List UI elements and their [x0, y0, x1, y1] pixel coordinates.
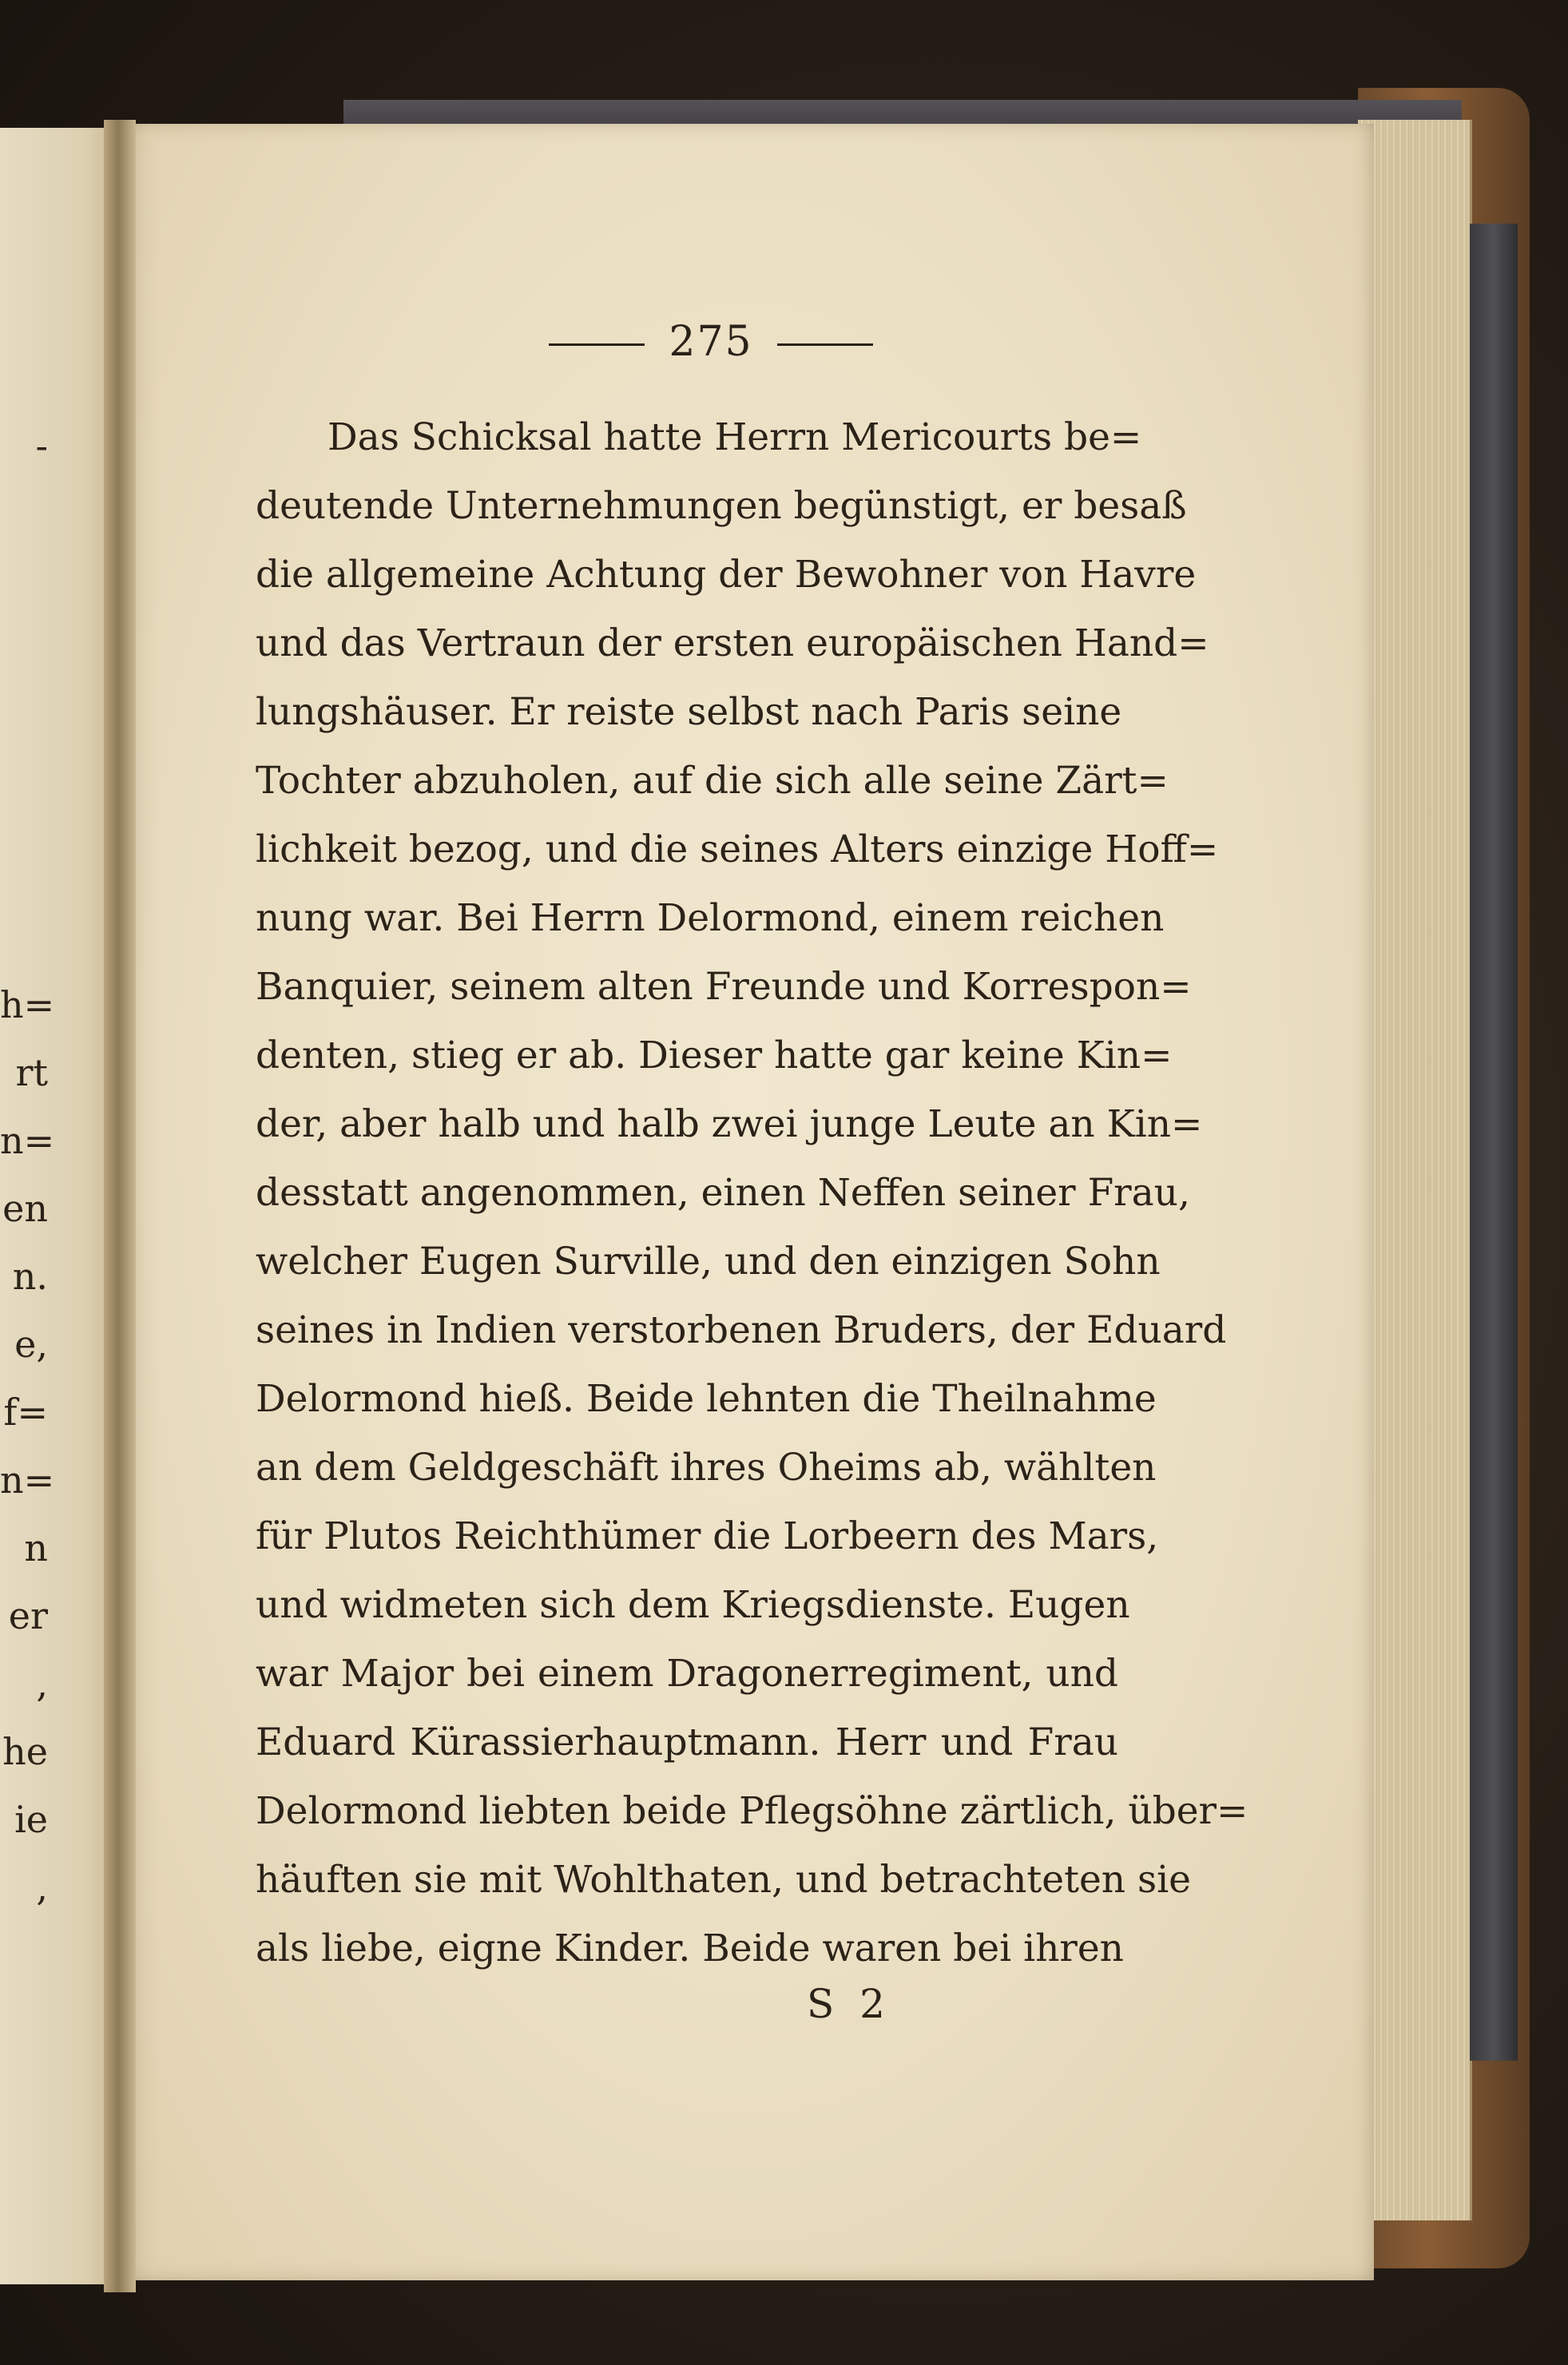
text-line: und widmeten sich dem Kriegsdienste. Eugen — [256, 1583, 1130, 1627]
text-line: an dem Geldgeschäft ihres Oheims ab, wählten — [256, 1446, 1157, 1490]
text-line: häuften sie mit Wohlthaten, und betrachteten sie — [256, 1858, 1191, 1902]
text-line: Banquier, seinem alten Freunde und Korrespon= — [256, 965, 1192, 1009]
text-line: Tochter abzuholen, auf die sich alle seine Zärt= — [256, 759, 1169, 803]
left-page-fragment: rt — [15, 1051, 48, 1094]
header-dash — [549, 343, 645, 346]
page-stack-edge — [1358, 120, 1472, 2220]
left-page-fragment: er — [8, 1594, 48, 1637]
left-page-fragment: n= — [0, 1458, 55, 1502]
left-page-fragment: n= — [0, 1119, 55, 1162]
left-page-fragment: f= — [3, 1391, 48, 1434]
text-line: die allgemeine Achtung der Bewohner von Havre — [256, 553, 1197, 597]
text-line: nung war. Bei Herrn Delormond, einem reichen — [256, 896, 1165, 940]
left-page-fragment: n. — [12, 1255, 48, 1298]
text-line: lungshäuser. Er reiste selbst nach Paris seine — [256, 690, 1122, 734]
text-line: welcher Eugen Surville, und den einzigen Sohn — [256, 1240, 1161, 1284]
left-page-fragment: , — [36, 1662, 48, 1705]
page-number: 275 — [669, 318, 753, 366]
text-line: seines in Indien verstorbenen Bruders, der Eduard — [256, 1308, 1227, 1352]
book-spine-strip — [1470, 224, 1518, 2061]
text-line: desstatt angenommen, einen Neffen seiner Frau, — [256, 1171, 1190, 1215]
header-dash — [777, 343, 873, 346]
left-page — [0, 128, 120, 2284]
book-gutter — [104, 120, 136, 2292]
text-line: Eduard Kürassierhauptmann. Herr und Frau — [256, 1720, 1118, 1764]
left-page-fragment: - — [35, 424, 48, 467]
page-header — [479, 318, 943, 366]
text-line: deutende Unternehmungen begünstigt, er besaß — [256, 484, 1187, 528]
text-line: denten, stieg er ab. Dieser hatte gar keine Kin= — [256, 1034, 1173, 1077]
text-line: für Plutos Reichthümer die Lorbeern des Mars, — [256, 1514, 1159, 1558]
text-line: lichkeit bezog, und die seines Alters einzige Hoff= — [256, 827, 1219, 871]
text-line: als liebe, eigne Kinder. Beide waren bei ihren — [256, 1927, 1124, 1970]
left-page-fragment: , — [36, 1866, 48, 1909]
left-page-fragment: h= — [0, 983, 55, 1026]
text-line: war Major bei einem Dragonerregiment, und — [256, 1652, 1118, 1696]
text-line: Delormond hieß. Beide lehnten die Theilnahme — [256, 1377, 1157, 1421]
text-line: Das Schicksal hatte Herrn Mericourts be= — [327, 415, 1142, 459]
left-page-fragment: e, — [14, 1323, 48, 1366]
text-line: der, aber halb und halb zwei junge Leute an Kin= — [256, 1102, 1203, 1146]
left-page-fragment: ie — [14, 1798, 48, 1841]
text-line: und das Vertraun der ersten europäischen Hand= — [256, 621, 1209, 665]
left-page-fragment: en — [2, 1187, 48, 1230]
text-line: Delormond liebten beide Pflegsöhne zärtlich, über= — [256, 1789, 1248, 1833]
left-page-fragment: he — [2, 1730, 48, 1773]
left-page-fragment: n — [24, 1526, 48, 1569]
signature-mark: S 2 — [807, 1981, 891, 2027]
body-text — [256, 403, 1248, 1983]
